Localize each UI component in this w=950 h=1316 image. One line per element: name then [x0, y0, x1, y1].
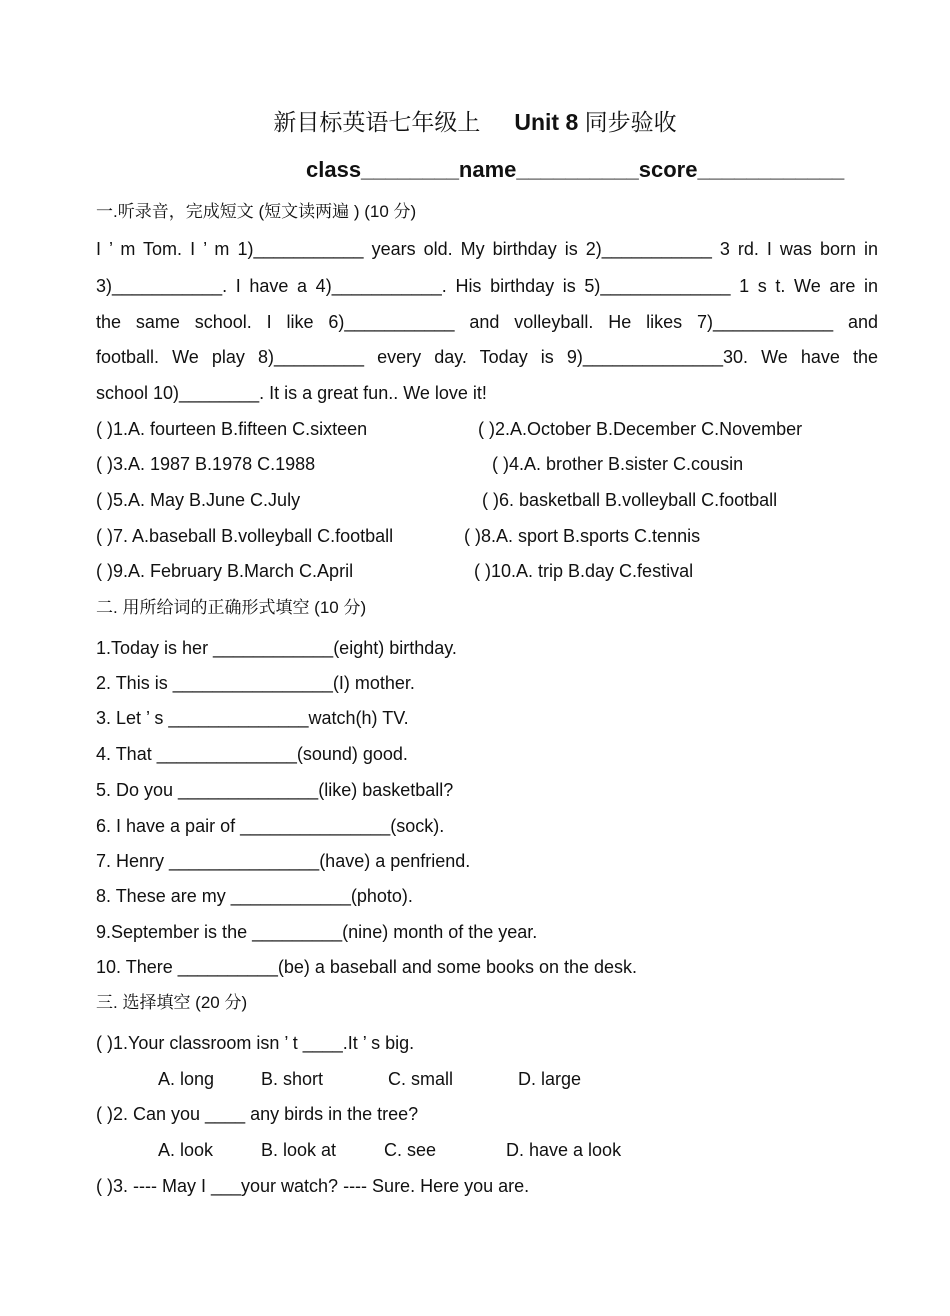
listening-choice-10: ( )10.A. trip B.day C.festival [474, 561, 694, 581]
listening-choice-8: ( )8.A. sport B.sports C.tennis [464, 526, 701, 546]
listening-choice-1: ( )1.A. fourteen B.fifteen C.sixteen [96, 419, 368, 439]
mc-q1-option-b: B. short [261, 1069, 324, 1089]
listening-choice-7: ( )7. A.baseball B.volleyball C.football [96, 526, 394, 546]
mc-q2-option-b: B. look at [261, 1140, 337, 1160]
passage-line-2: 3)___________. I have a 4)___________. His birthday is 5)_____________ 1 s t. We are in [96, 276, 878, 296]
mc-q1-option-d: D. large [518, 1069, 582, 1089]
mc-q2-option-c: C. see [384, 1140, 437, 1160]
fill-item-10: 10. There __________(be) a baseball and some books on the desk. [96, 957, 638, 977]
mc-q2-option-a: A. look [158, 1140, 214, 1160]
listening-choice-3: ( )3.A. 1987 B.1978 C.1988 [96, 454, 316, 474]
title-suffix: 同步验收 [584, 109, 677, 135]
title-unit: Unit 8 [514, 109, 579, 135]
passage-line-1: I ’ m Tom. I ’ m 1)___________ years old. My birthday is 2)___________ 3 rd. I was born in [96, 239, 878, 259]
section1-heading: 一.听录音，完成短文 (短文读两遍 ) (10 分) [96, 202, 417, 221]
mc-q1-option-c: C. small [388, 1069, 454, 1089]
fill-item-4: 4. That ______________(sound) good. [96, 744, 408, 764]
title-cn: 新目标英语七年级上 [273, 109, 481, 135]
listening-choice-9: ( )9.A. February B.March C.April [96, 561, 354, 581]
mc-question-1: ( )1.Your classroom isn ’ t ____.It ’ s big. [96, 1033, 415, 1053]
page-title [0, 104, 950, 137]
fill-item-7: 7. Henry _______________(have) a penfriend. [96, 851, 471, 871]
fill-item-1: 1.Today is her ____________(eight) birthday. [96, 638, 457, 658]
section2-heading: 二. 用所给词的正确形式填空 (10 分) [96, 598, 367, 617]
fill-item-5: 5. Do you ______________(like) basketball? [96, 780, 454, 800]
passage-line-4: football. We play 8)_________ every day. Today is 9)______________30. We have the [96, 347, 878, 367]
listening-choice-4: ( )4.A. brother B.sister C.cousin [492, 454, 744, 474]
fill-item-6: 6. I have a pair of _______________(sock). [96, 816, 445, 836]
student-info-line: class________name__________score____________ [306, 157, 845, 182]
fill-item-8: 8. These are my ____________(photo). [96, 886, 413, 906]
mc-q1-option-a: A. long [158, 1069, 215, 1089]
passage-line-3: the same school. I like 6)___________ and volleyball. He likes 7)____________ and [96, 312, 878, 332]
mc-q2-option-d: D. have a look [506, 1140, 622, 1160]
fill-item-9: 9.September is the _________(nine) month of the year. [96, 922, 538, 942]
fill-item-2: 2. This is ________________(I) mother. [96, 673, 415, 693]
passage-line-5: school 10)________. It is a great fun.. We love it! [96, 383, 487, 403]
section3-heading: 三. 选择填空 (20 分) [96, 993, 248, 1012]
mc-question-2: ( )2. Can you ____ any birds in the tree? [96, 1104, 419, 1124]
mc-question-3: ( )3. ---- May I ___your watch? ---- Sure. Here you are. [96, 1176, 530, 1196]
listening-choice-6: ( )6. basketball B.volleyball C.football [482, 490, 778, 510]
fill-item-3: 3. Let ’ s ______________watch(h) TV. [96, 708, 409, 728]
listening-choice-2: ( )2.A.October B.December C.November [478, 419, 803, 439]
listening-choice-5: ( )5.A. May B.June C.July [96, 490, 301, 510]
